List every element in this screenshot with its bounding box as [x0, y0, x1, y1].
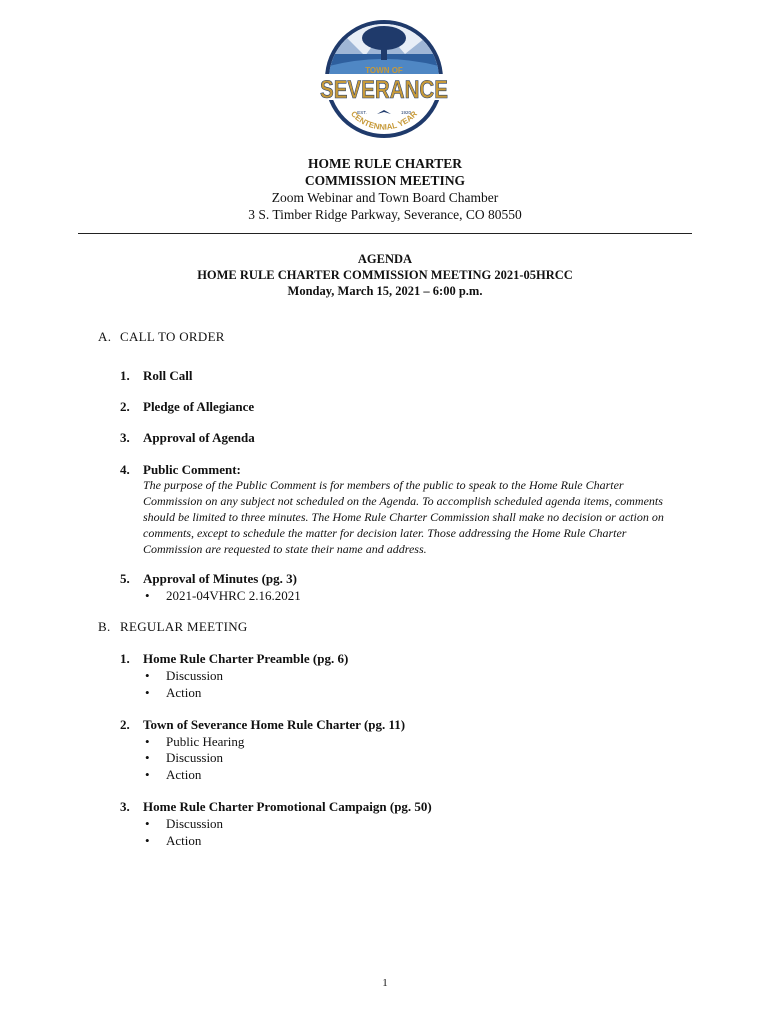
bullet-icon: •	[145, 750, 150, 765]
bullet-text: Action	[166, 833, 202, 848]
logo-name: SEVERANCE	[320, 76, 448, 104]
item-number: 3.	[120, 799, 130, 814]
bullet-icon: •	[145, 767, 150, 782]
bullet-icon: •	[145, 588, 150, 603]
section-b-label: B.	[98, 619, 111, 634]
header-divider	[78, 233, 692, 234]
section-a-title: CALL TO ORDER	[120, 329, 225, 344]
item-approval-agenda: Approval of Agenda	[143, 430, 255, 445]
item-promotional-campaign: Home Rule Charter Promotional Campaign (pg. 50)	[143, 799, 432, 814]
bullet-text: Action	[166, 767, 202, 782]
bullet-icon: •	[145, 816, 150, 831]
item-approval-minutes: Approval of Minutes (pg. 3)	[143, 571, 297, 586]
item-number: 4.	[120, 462, 130, 477]
item-number: 1.	[120, 651, 130, 666]
bullet-text: Discussion	[166, 668, 224, 683]
agenda-heading: AGENDA	[357, 252, 413, 266]
bullet-text: Discussion	[166, 750, 224, 765]
logo-est: EST.	[357, 110, 367, 115]
bullet-text: Action	[166, 685, 202, 700]
agenda-meeting: HOME RULE CHARTER COMMISSION MEETING 2021-05HRCC	[197, 268, 573, 282]
logo-arc-text: CENTENNIAL YEAR	[349, 109, 419, 132]
item-number: 3.	[120, 430, 130, 445]
bullet-icon: •	[145, 685, 150, 700]
bullet-icon: •	[145, 734, 150, 749]
item-public-comment: Public Comment:	[143, 462, 241, 477]
item-number: 1.	[120, 368, 130, 383]
item-home-rule-charter: Town of Severance Home Rule Charter (pg. 11)	[143, 717, 406, 732]
item-number: 5.	[120, 571, 130, 586]
bullet-icon: •	[145, 668, 150, 683]
item-roll-call: Roll Call	[143, 368, 193, 383]
agenda-date: Monday, March 15, 2021 – 6:00 p.m.	[287, 284, 483, 298]
location: Zoom Webinar and Town Board Chamber	[271, 190, 499, 205]
town-of-severance-logo	[315, 18, 453, 140]
bullet-text: Public Hearing	[166, 734, 245, 749]
logo-year: 1920	[400, 110, 412, 115]
bullet-text: 2021-04VHRC 2.16.2021	[166, 588, 301, 603]
title-line1: HOME RULE CHARTER	[307, 156, 463, 171]
public-comment-note: The purpose of the Public Comment is for members of the public to speak to the Home Rule Charter Commission on any subject not scheduled on the Agenda. To accomplish scheduled agenda items, comments should be limited to three minutes. The Home Rule Charter Commission shall make no decision or action on comments, except to schedule the matter for decision later. Those addressing the Home Rule Charter Commission are requested to state their name and address.	[143, 478, 664, 556]
tree-icon	[362, 26, 406, 50]
address: 3 S. Timber Ridge Parkway, Severance, CO 80550	[248, 207, 522, 222]
bullet-icon: •	[145, 833, 150, 848]
title-line2: COMMISSION MEETING	[304, 173, 466, 188]
item-number: 2.	[120, 399, 130, 414]
item-preamble: Home Rule Charter Preamble (pg. 6)	[143, 651, 349, 666]
page-number: 1	[382, 977, 388, 989]
section-a-label: A.	[98, 329, 112, 344]
bullet-text: Discussion	[166, 816, 224, 831]
item-pledge: Pledge of Allegiance	[143, 399, 255, 414]
logo-town-of: TOWN OF	[365, 66, 403, 75]
item-number: 2.	[120, 717, 130, 732]
section-b-title: REGULAR MEETING	[120, 619, 248, 634]
